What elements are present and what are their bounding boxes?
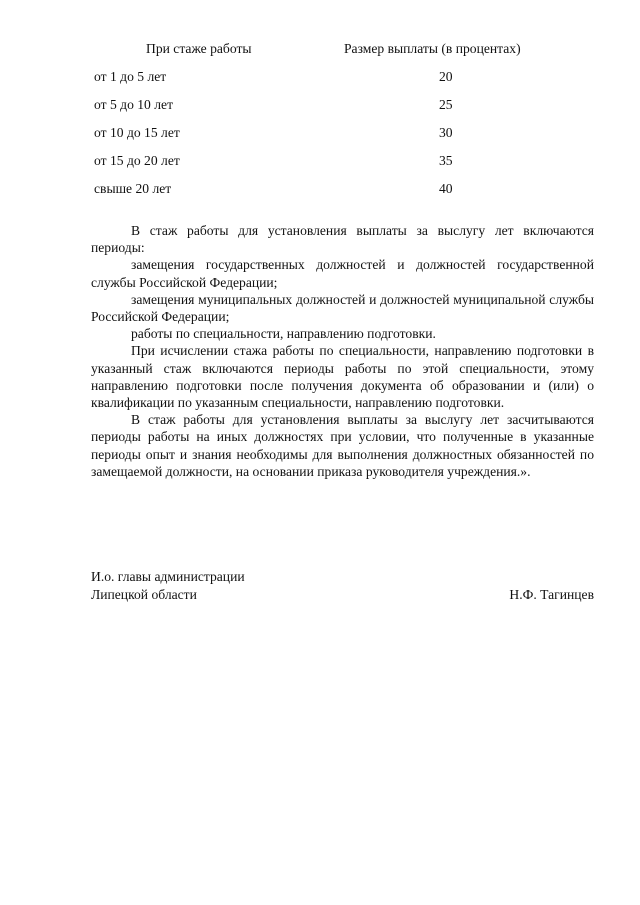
signatory-position-1: И.о. главы администрации — [91, 569, 245, 584]
row-period: от 10 до 15 лет — [94, 125, 180, 140]
header-period: При стаже работы — [146, 41, 252, 56]
paragraph-intro: В стаж работы для установления выплаты за выслугу лет включаются периоды: — [91, 223, 594, 256]
table-row — [0, 69, 640, 87]
signatory-name: Н.Ф. Тагинцев — [509, 586, 594, 602]
table-row — [0, 181, 640, 199]
row-value: 30 — [439, 125, 453, 140]
paragraph-municipal-service: замещения муниципальных должностей и должностей муниципальной службы Российской Федерации; — [91, 291, 594, 325]
signature-block — [91, 568, 594, 603]
body-text — [91, 222, 594, 480]
table-header — [0, 41, 640, 59]
row-value: 25 — [439, 97, 453, 112]
signatory-position-2: Липецкой области — [91, 586, 197, 602]
table-row — [0, 97, 640, 115]
row-period: от 1 до 5 лет — [94, 69, 167, 84]
row-period: от 5 до 10 лет — [94, 97, 174, 112]
paragraph-state-service: замещения государственных должностей и должностей государственной службы Российской Федерации; — [91, 257, 594, 290]
paragraph-other-positions: В стаж работы для установления выплаты за выслугу лет засчитываются периоды работы на иных должностях при условии, что полученные в указанные периоды опыт и знания необходимы для выполнения должностных обязанностей по замещаемой должности, на основании приказа руководителя учреждения.». — [91, 412, 594, 479]
row-period: от 15 до 20 лет — [94, 153, 180, 168]
table-row — [0, 153, 640, 171]
row-value: 20 — [439, 69, 453, 84]
row-value: 40 — [439, 181, 453, 196]
table-row — [0, 125, 640, 143]
row-period: свыше 20 лет — [94, 181, 172, 196]
paragraph-specialty-work: работы по специальности, направлению подготовки. — [131, 326, 436, 342]
paragraph-calculation: При исчислении стажа работы по специальности, направлению подготовки в указанный стаж включаются периоды работы по этой специальности, этому направлению подготовки после получения документа об образовании и (или) о квалификации по указанным специальности, направлению подготовки. — [91, 343, 594, 411]
signatory-position-line-2 — [91, 586, 594, 604]
row-value: 35 — [439, 153, 453, 168]
header-amount: Размер выплаты (в процентах) — [344, 41, 521, 56]
signatory-position-line-1 — [91, 568, 594, 586]
